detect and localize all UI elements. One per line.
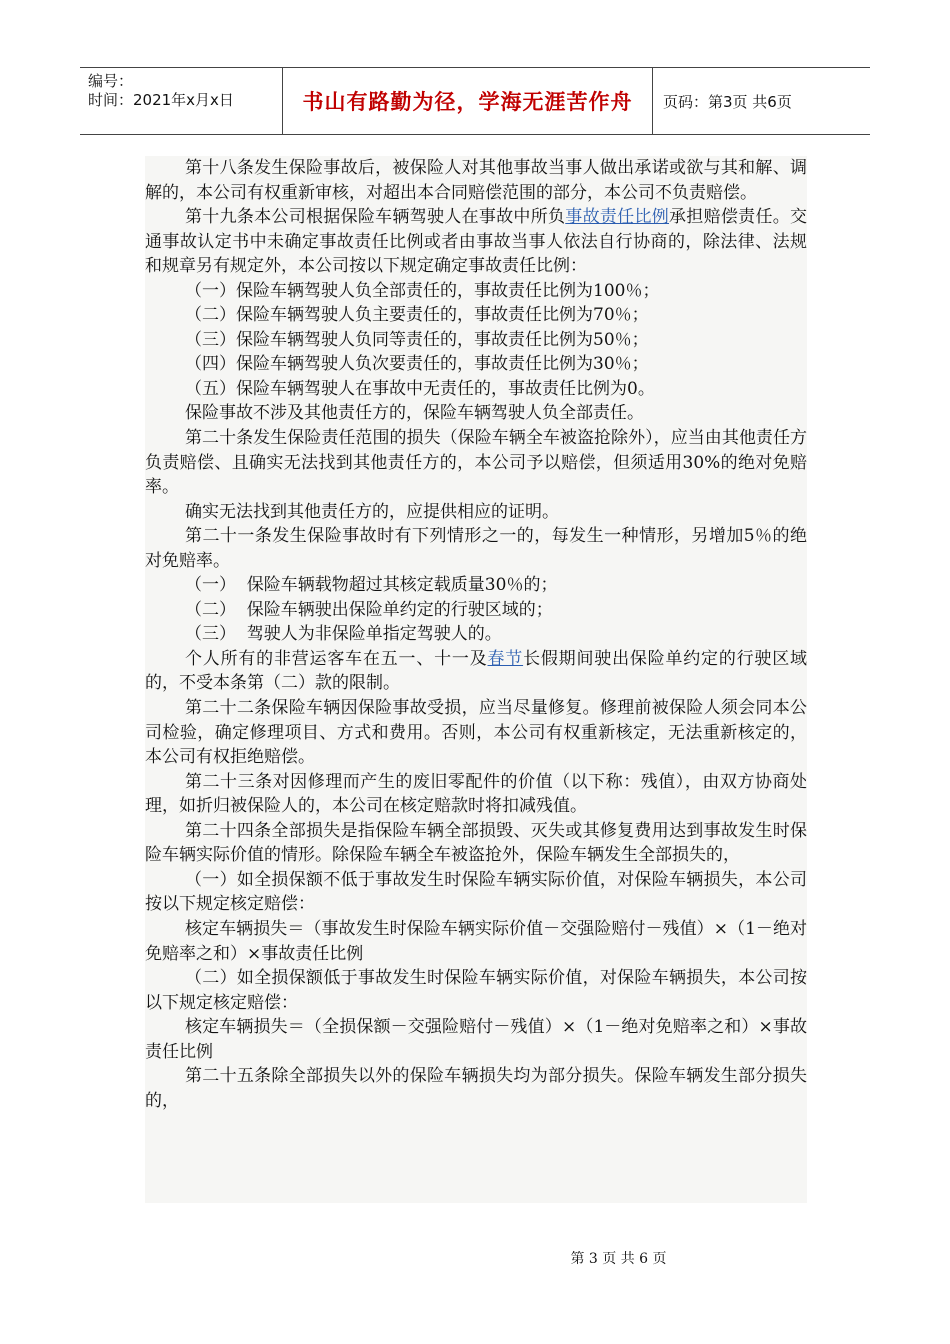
paragraph-text: （一）如全损保额不低于事故发生时保险车辆实际价值，对保险车辆损失，本公司按以下规定核定赔偿： — [145, 869, 807, 915]
paragraph-text: （二） 保险车辆驶出保险单约定的行驶区域的； — [185, 599, 553, 620]
paragraph — [145, 524, 807, 573]
header-meta — [80, 68, 283, 134]
paragraph — [145, 819, 807, 868]
page-header — [80, 67, 870, 135]
paragraph-text: （三） 驾驶人为非保险单指定驾驶人的。 — [185, 624, 502, 645]
paragraph-text-after: 长假期间驶出保险单约定的行驶区域的，不受本条第（二）款的限制。 — [145, 648, 807, 694]
paragraph-text: 第二十三条对因修理而产生的废旧零配件的价值（以下称：残值），由双方协商处理，如折归被保险人的，本公司在核定赔款时将扣减残值。 — [145, 771, 807, 817]
paragraph-text: （一） 保险车辆载物超过其核定载质量30％的； — [185, 575, 558, 596]
paragraph — [145, 770, 807, 819]
paragraph-text-after: 承担赔偿责任。交通事故认定书中未确定事故责任比例或者由事故当事人依法自行协商的，除法律、法规和规章另有规定外，本公司按以下规定确定事故责任比例： — [145, 207, 807, 277]
paragraph — [145, 328, 807, 353]
paragraph-text: 确实无法找到其他责任方的，应提供相应的证明。 — [185, 501, 559, 522]
document-time-label: 时间：2021年x月x日 — [88, 91, 234, 109]
paragraph-text: （五）保险车辆驾驶人在事故中无责任的，事故责任比例为0。 — [185, 378, 655, 399]
paragraph — [145, 303, 807, 328]
paragraph — [145, 156, 807, 205]
paragraph — [145, 426, 807, 500]
paragraph — [145, 966, 807, 1015]
paragraph-text: 第二十二条保险车辆因保险事故受损，应当尽量修复。修理前被保险人须会同本公司检验，确定修理项目、方式和费用。否则，本公司有权重新核定，无法重新核定的，本公司有权拒绝赔偿。 — [145, 698, 807, 768]
document-number-label: 编号： — [88, 72, 134, 90]
paragraph-text: 第二十一条发生保险事故时有下列情形之一的，每发生一种情形，另增加5％的绝对免赔率。 — [145, 526, 807, 571]
paragraph-text: （一）保险车辆驾驶人负全部责任的，事故责任比例为100％； — [185, 280, 660, 301]
paragraph-text: 第十九条本公司根据保险车辆驾驶人在事故中所负 — [185, 207, 566, 228]
paragraph — [145, 696, 807, 770]
paragraph — [145, 598, 807, 623]
paragraph — [145, 352, 807, 377]
header-page-number: 页码：第3页 共6页 — [663, 92, 792, 111]
paragraph — [145, 401, 807, 426]
paragraph-text: 第十八条发生保险事故后，被保险人对其他事故当事人做出承诺或欲与其和解、调解的，本公司有权重新审核，对超出本合同赔偿范围的部分，本公司不负责赔偿。 — [145, 158, 807, 203]
page-footer: 第 3 页 共 6 页 — [570, 1251, 667, 1267]
paragraph — [145, 1064, 807, 1113]
paragraph-text: （二）如全损保额低于事故发生时保险车辆实际价值，对保险车辆损失，本公司按以下规定核定赔偿： — [145, 968, 807, 1013]
paragraph-text: （二）保险车辆驾驶人负主要责任的，事故责任比例为70％； — [185, 305, 649, 326]
paragraph — [145, 1015, 807, 1064]
paragraph-text: （三）保险车辆驾驶人负同等责任的，事故责任比例为50％； — [185, 329, 649, 350]
paragraph — [145, 279, 807, 304]
paragraph-text: 第二十五条除全部损失以外的保险车辆损失均为部分损失。保险车辆发生部分损失的， — [145, 1066, 807, 1111]
paragraph-text: 保险事故不涉及其他责任方的，保险车辆驾驶人负全部责任。 — [185, 403, 644, 424]
paragraph — [145, 573, 807, 598]
paragraph — [145, 205, 807, 279]
paragraph — [145, 622, 807, 647]
paragraph — [145, 917, 807, 966]
paragraph — [145, 377, 807, 402]
header-motto: 书山有路勤为径，学海无涯苦作舟 — [283, 68, 653, 134]
paragraph-text: 核定车辆损失＝（全损保额－交强险赔付－残值）×（1－绝对免赔率之和）×事故责任比例 — [145, 1017, 807, 1062]
paragraph-text: 核定车辆损失＝（事故发生时保险车辆实际价值－交强险赔付－残值）×（1－绝对免赔率之和）×事故责任比例 — [145, 918, 807, 964]
paragraph — [145, 647, 807, 696]
paragraph-link[interactable]: 春节 — [487, 648, 524, 669]
paragraph — [145, 868, 807, 917]
paragraph-text: 第二十四条全部损失是指保险车辆全部损毁、灭失或其修复费用达到事故发生时保险车辆实际价值的情形。除保险车辆全车被盗抢外，保险车辆发生全部损失的， — [145, 820, 807, 866]
paragraph-text: 个人所有的非营运客车在五一、十一及 — [185, 648, 488, 669]
paragraph — [145, 500, 807, 525]
document-body — [145, 156, 807, 1203]
paragraph-text: （四）保险车辆驾驶人负次要责任的，事故责任比例为30％； — [185, 354, 649, 375]
paragraph-text: 第二十条发生保险责任范围的损失（保险车辆全车被盗抢除外），应当由其他责任方负责赔偿、且确实无法找到其他责任方的，本公司予以赔偿，但须适用30%的绝对免赔率。 — [145, 428, 807, 498]
paragraph-link[interactable]: 事故责任比例 — [565, 207, 670, 228]
